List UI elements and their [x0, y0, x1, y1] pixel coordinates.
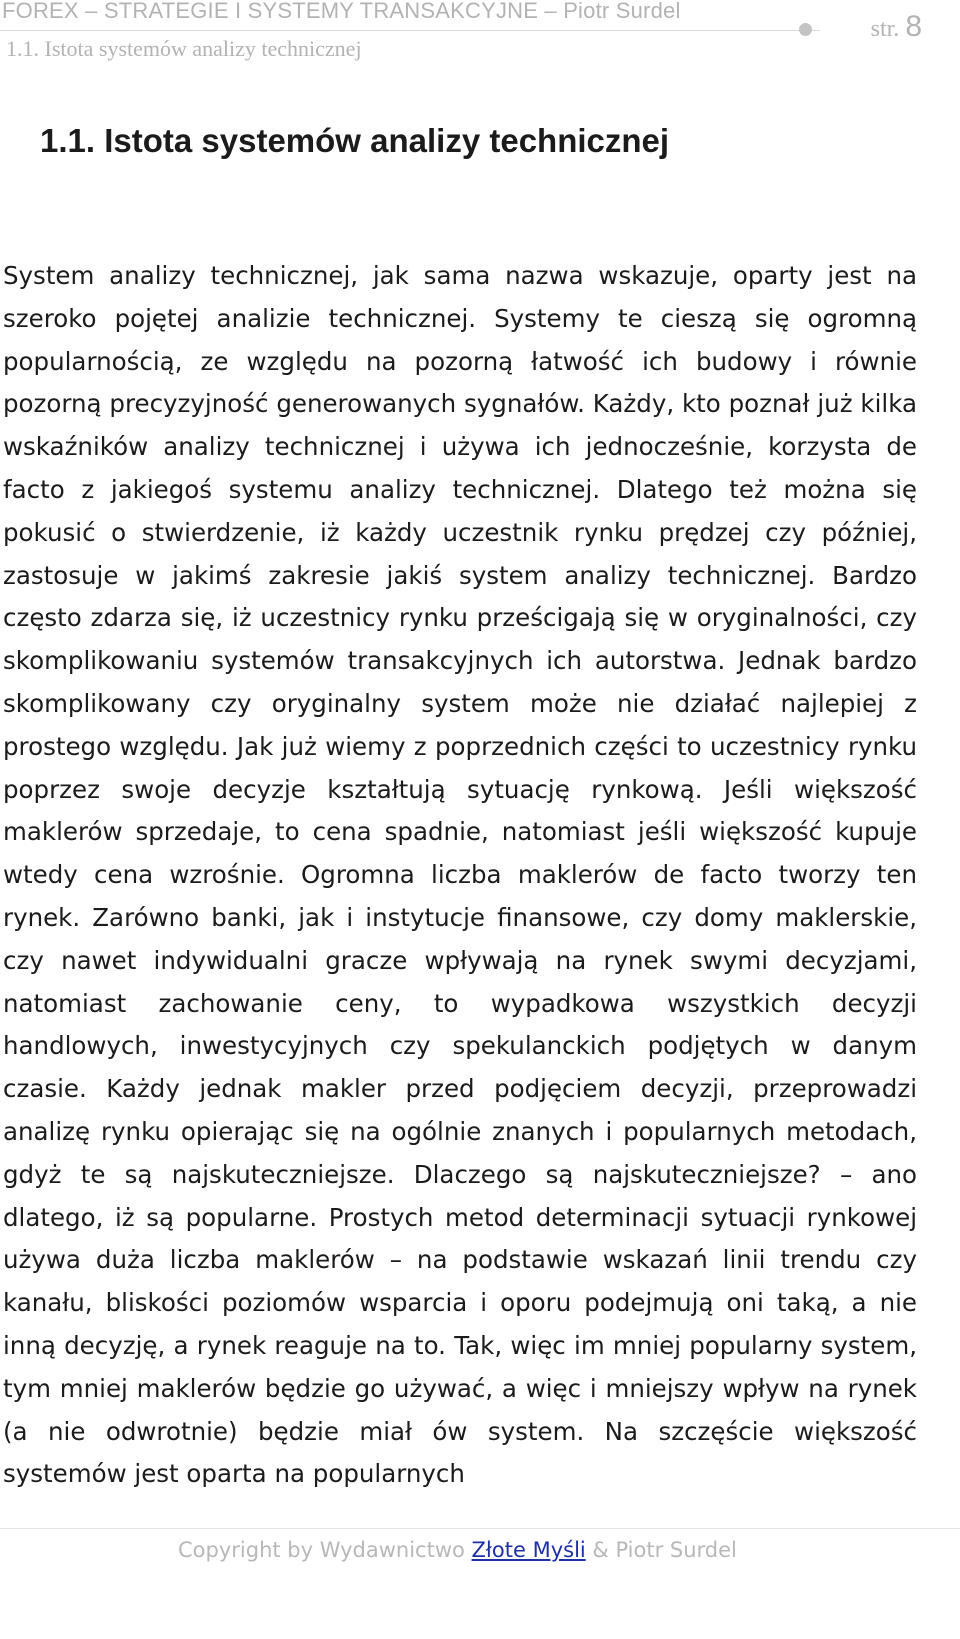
body-paragraph: System analizy technicznej, jak sama nazwa wskazuje, oparty jest na szeroko pojętej analizie technicznej. Systemy te cieszą się ogromną popularnością, ze względu na pozorną łatwość ich budowy i równie pozorną precyzyjność generowanych sygnałów. Każdy, kto poznał już kilka wskaźników analizy technicznej i używa ich jednocześnie, korzysta de facto z jakiegoś systemu analizy technicznej. Dlatego też można się pokusić o stwierdzenie, iż każdy uczestnik rynku prędzej czy później, zastosuje w jakimś zakresie jakiś system analizy technicznej. Bardzo często zdarza się, iż uczestnicy rynku prześcigają się w oryginalności, czy skomplikowaniu systemów transakcyjnych ich autorstwa. Jednak bardzo skomplikowany czy oryginalny system może nie działać najlepiej z prostego względu. Jak już wiemy z poprzednich części to uczestnicy rynku poprzez swoje decyzje kształtują sytuację rynkową. Jeśli większość maklerów sprzedaje, to cena spadnie, natomiast jeśli większość kupuje wtedy cena wzrośnie. Ogromna liczba maklerów de facto tworzy ten rynek. Zarówno banki, jak i instytucje finansowe, czy domy maklerskie, czy nawet indywidualni gracze wpływają na rynek swymi decyzjami, natomiast zachowanie ceny, to wypadkowa wszystkich decyzji handlowych, inwestycyjnych czy spekulanckich podjętych w danym czasie. Każdy jednak makler przed podjęciem decyzji, przeprowadzi analizę rynku opierając się na ogólnie znanych i popularnych metodach, gdyż te są najskuteczniejsze. Dlaczego są najskuteczniejsze? – ano dlatego, iż są popularne. Prostych metod determinacji sytuacji rynkowej używa duża liczba maklerów – na podstawie wskazań linii trendu czy kanału, bliskości poziomów wsparcia i oporu podejmują oni taką, a nie inną decyzję, a rynek reaguje na to. Tak, więc im mniej popularny system, tym mniej maklerów będzie go używać, a więc i mniejszy wpływ na rynek (a nie odwrotnie) będzie miał ów system. Na szczęście większość systemów jest oparta na popularnych [3, 261, 917, 1489]
bullet-dot-icon [799, 23, 812, 36]
page-header [0, 0, 960, 72]
footer-divider [0, 1528, 960, 1529]
header-book-title [2, 0, 681, 24]
footer-copyright-suffix: & Piotr Surdel [585, 1538, 737, 1562]
section-title: 1.1. Istota systemów analizy technicznej [40, 122, 670, 159]
footer-copyright-prefix: Copyright by Wydawnictwo [178, 1538, 472, 1562]
header-divider [0, 30, 820, 31]
publisher-link[interactable]: Złote Myśli [471, 1538, 586, 1562]
page-footer [178, 1538, 737, 1562]
page-prefix: str. [870, 16, 900, 42]
page-indicator [871, 10, 922, 44]
header-author: Piotr Surdel [563, 0, 681, 23]
page-number: 8 [905, 10, 922, 43]
header-section-name: 1.1. Istota systemów analizy technicznej [6, 36, 362, 61]
header-book-title-text: FOREX – STRATEGIE I SYSTEMY TRANSAKCYJNE – [2, 0, 564, 23]
